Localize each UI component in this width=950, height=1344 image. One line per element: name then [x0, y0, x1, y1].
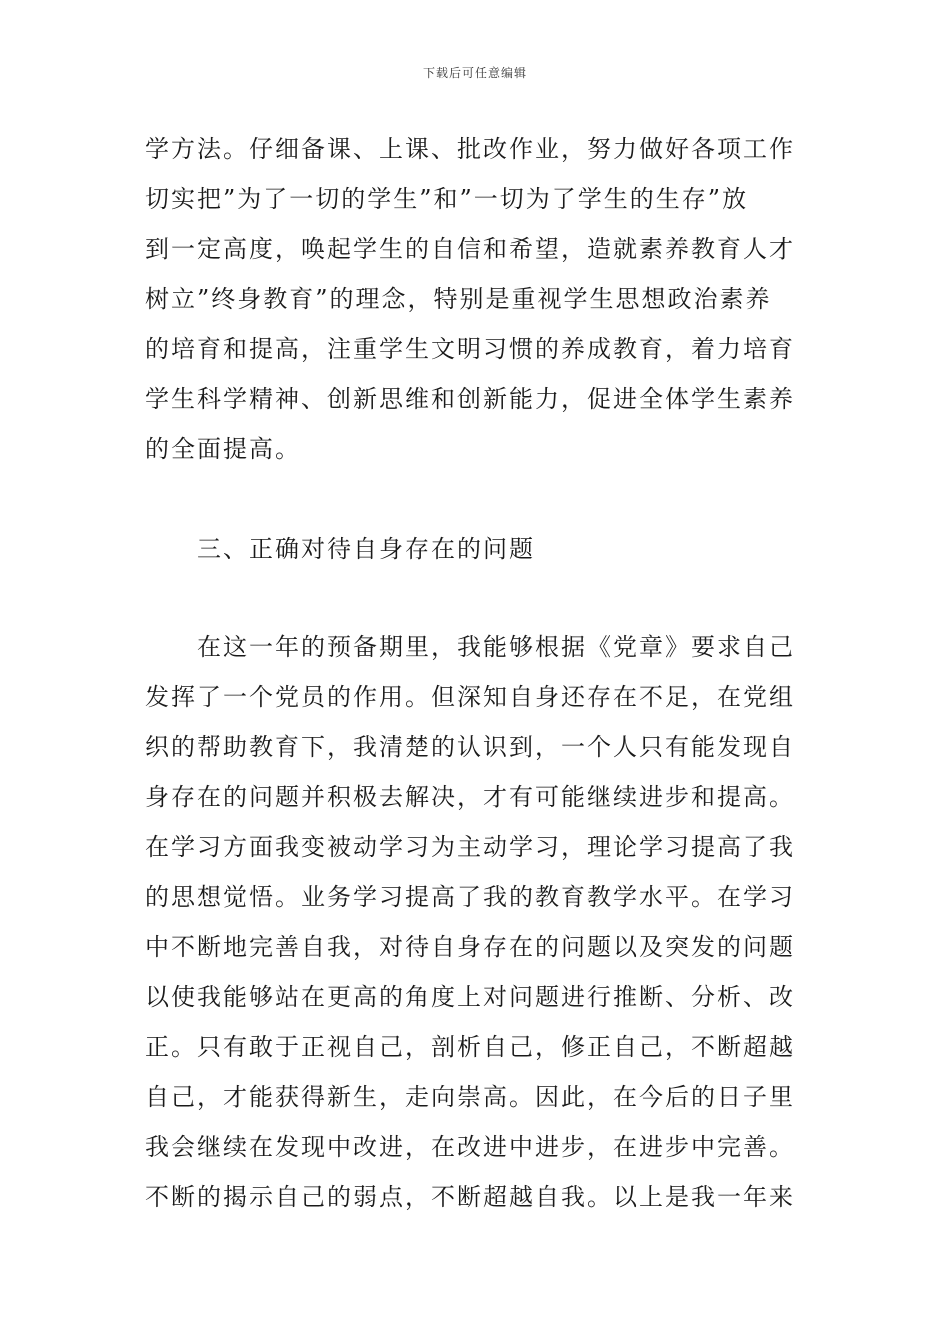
paragraph-2-line: 在这一年的预备期里，我能够根据《党章》要求自己: [197, 633, 795, 661]
paragraph-1-line: 树立”终身教育”的理念，特别是重视学生思想政治素养: [145, 285, 772, 313]
paragraph-2-line: 自己，才能获得新生，走向崇高。因此，在今后的日子里: [145, 1083, 795, 1111]
paragraph-2-line: 身存在的问题并积极去解决，才有可能继续进步和提高。: [145, 783, 795, 811]
section-heading: 三、正确对待自身存在的问题: [197, 535, 535, 563]
page-header-note: 下载后可任意编辑: [422, 66, 527, 80]
paragraph-2-line: 以使我能够站在更高的角度上对问题进行推断、分析、改: [145, 983, 795, 1011]
paragraph-2-line: 织的帮助教育下，我清楚的认识到，一个人只有能发现自: [145, 733, 795, 761]
paragraph-1-line: 到一定高度，唤起学生的自信和希望，造就素养教育人才: [145, 235, 795, 263]
paragraph-1-line: 的培育和提高，注重学生文明习惯的养成教育，着力培育: [145, 335, 795, 363]
paragraph-2-line: 的思想觉悟。业务学习提高了我的教育教学水平。在学习: [145, 883, 795, 911]
paragraph-2-line: 在学习方面我变被动学习为主动学习，理论学习提高了我: [145, 833, 795, 861]
paragraph-2-line: 我会继续在发现中改进，在改进中进步，在进步中完善。: [145, 1133, 795, 1161]
paragraph-2-line: 正。只有敢于正视自己，剖析自己，修正自己，不断超越: [145, 1033, 795, 1061]
paragraph-2-line: 发挥了一个党员的作用。但深知自身还存在不足，在党组: [145, 683, 795, 711]
paragraph-1-line: 的全面提高。: [145, 435, 301, 463]
paragraph-1-line: 切实把”为了一切的学生”和”一切为了学生的生存”放: [145, 185, 749, 213]
paragraph-1-line: 学方法。仔细备课、上课、批改作业，努力做好各项工作: [145, 135, 795, 163]
paragraph-2-line: 中不断地完善自我，对待自身存在的问题以及突发的问题: [145, 933, 795, 961]
paragraph-1-line: 学生科学精神、创新思维和创新能力，促进全体学生素养: [145, 385, 795, 413]
paragraph-2-line: 不断的揭示自己的弱点，不断超越自我。以上是我一年来: [145, 1183, 795, 1211]
